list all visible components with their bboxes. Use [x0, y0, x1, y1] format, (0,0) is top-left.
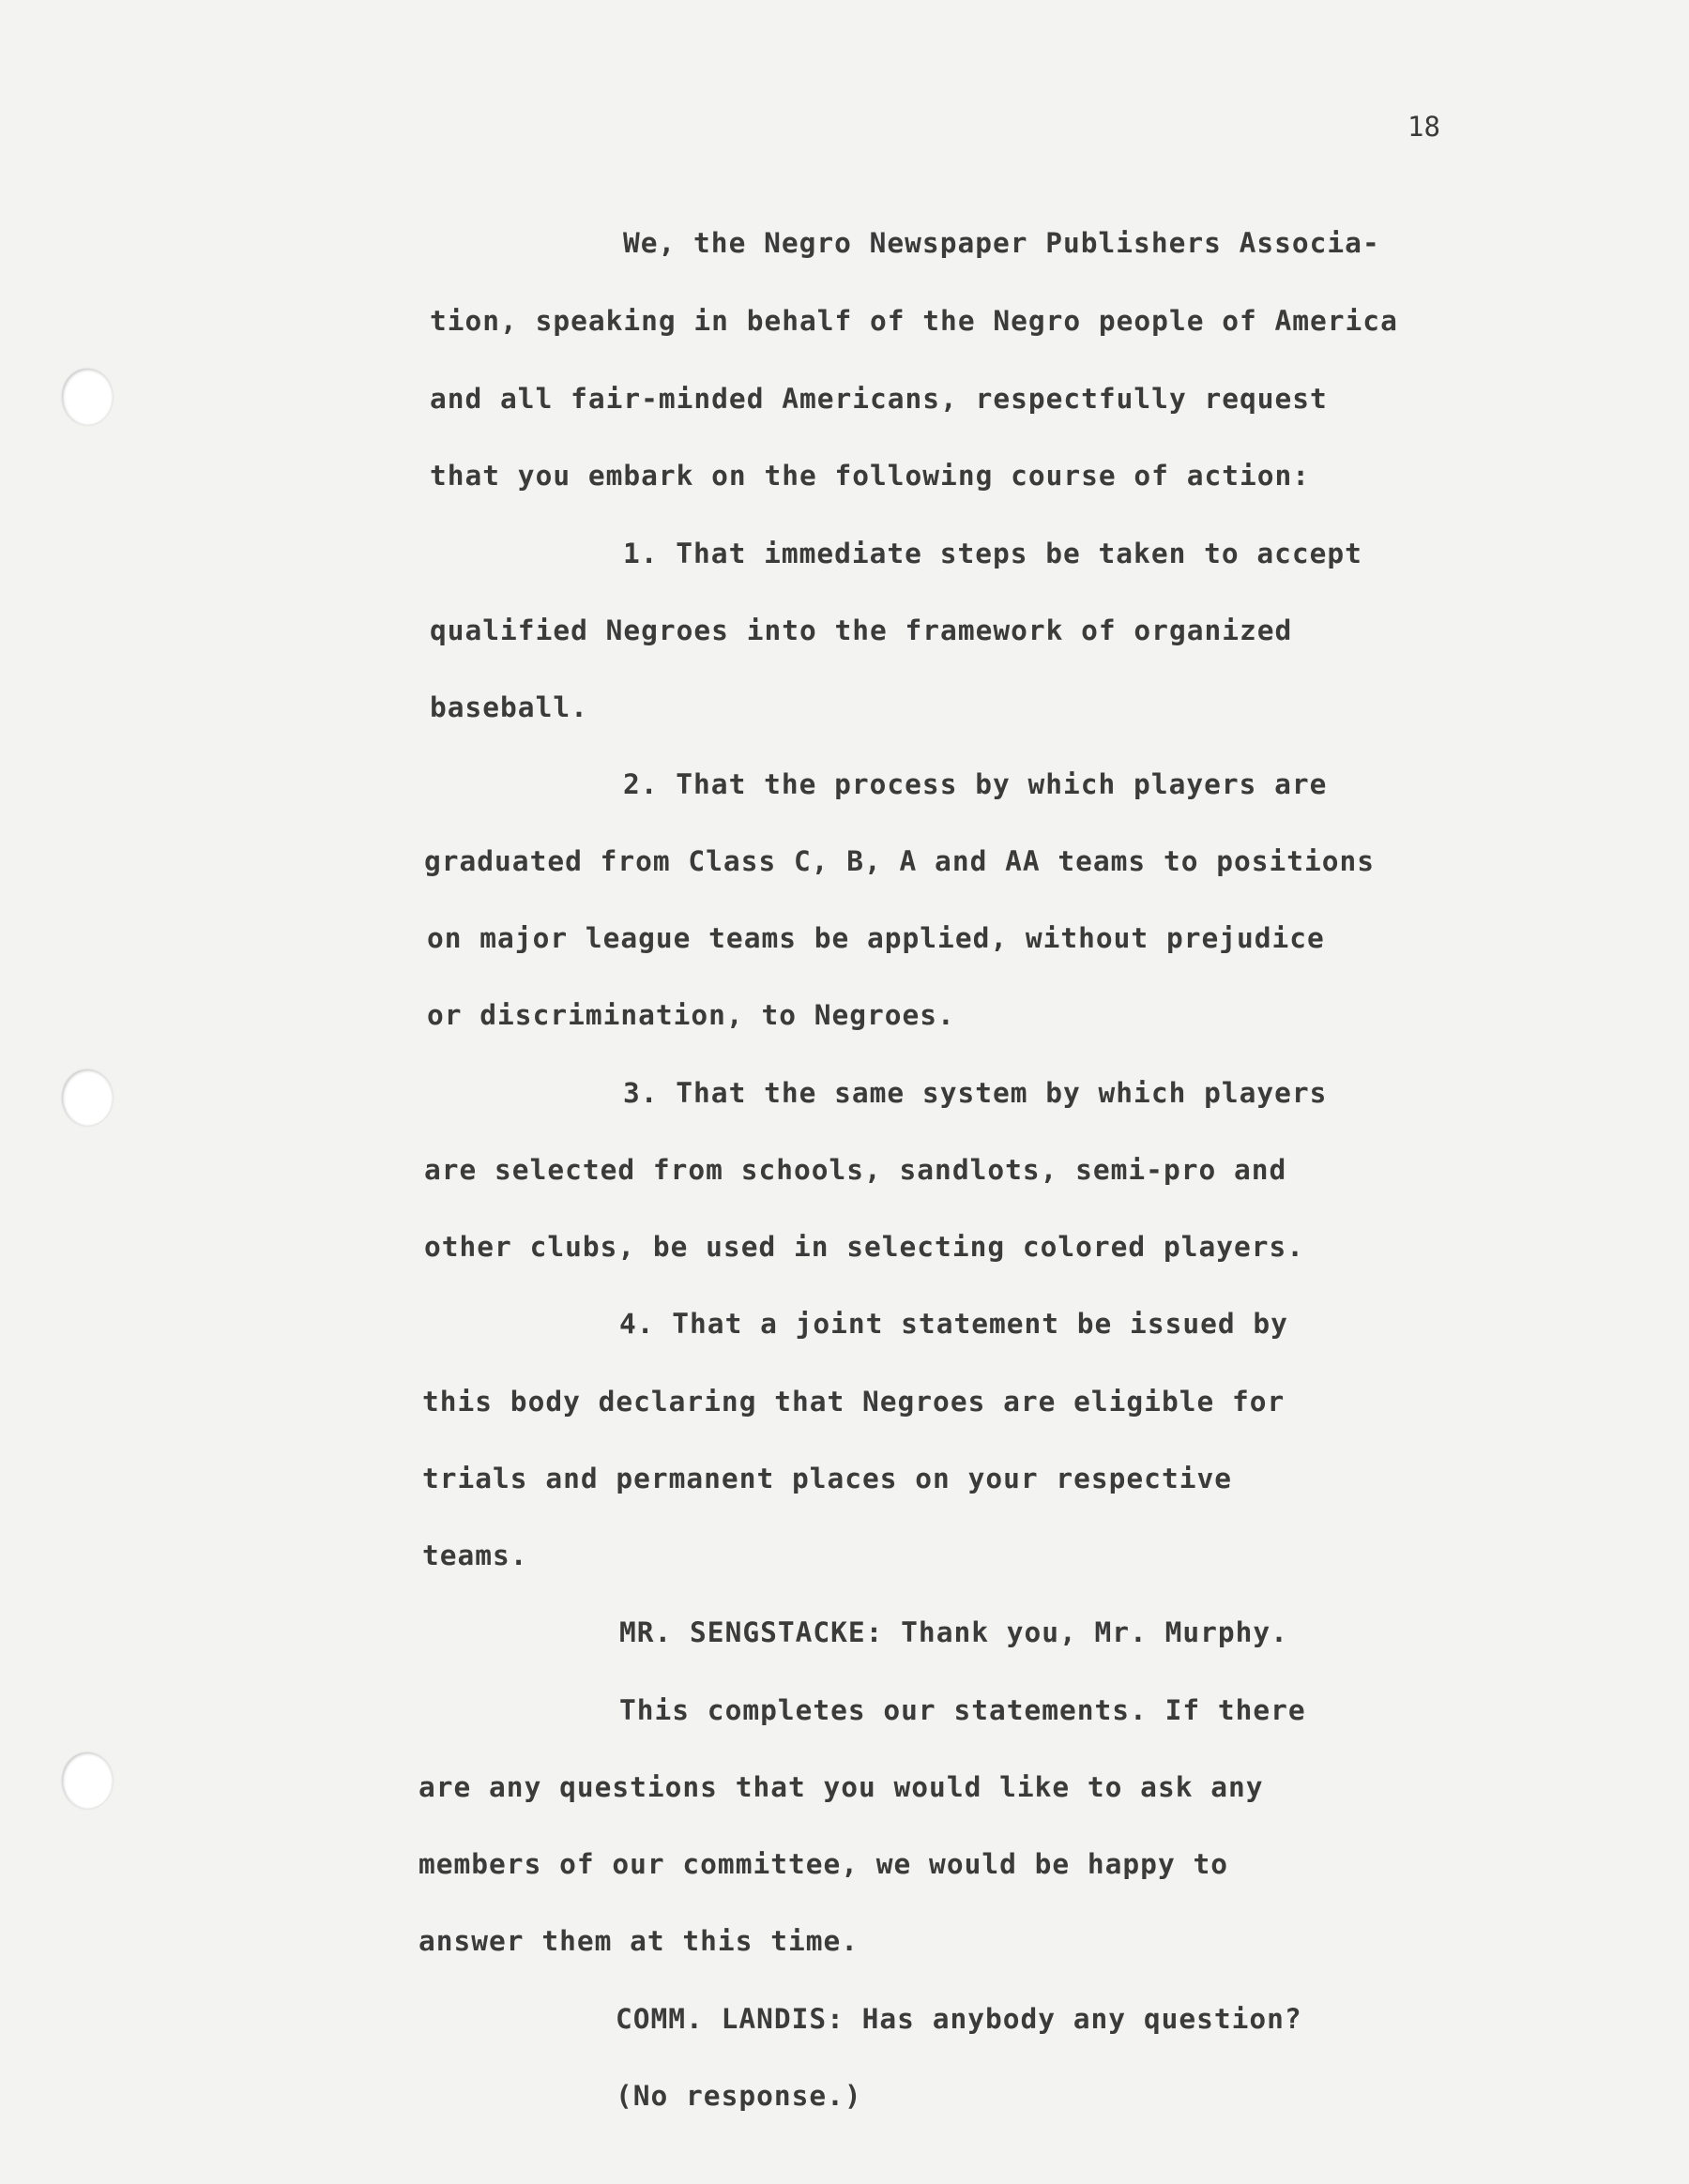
text-line: teams.	[422, 1539, 528, 1571]
punch-hole	[62, 369, 113, 425]
page-number: 18	[1408, 111, 1440, 143]
text-line: 4. That a joint statement be issued by	[619, 1308, 1288, 1340]
text-line: are selected from schools, sandlots, semi-pro and	[424, 1154, 1287, 1186]
text-line: tion, speaking in behalf of the Negro people of America	[430, 305, 1398, 337]
text-line: We, the Negro Newspaper Publishers Associa-	[623, 227, 1380, 259]
text-line: and all fair-minded Americans, respectfully request	[430, 383, 1328, 415]
text-line: COMM. LANDIS: Has anybody any question?	[616, 2003, 1302, 2035]
text-line: baseball.	[430, 691, 588, 723]
text-line: are any questions that you would like to ask any	[418, 1771, 1264, 1803]
text-line: trials and permanent places on your respective	[422, 1463, 1232, 1494]
text-line: members of our committee, we would be happy to	[418, 1848, 1228, 1880]
punch-hole	[62, 1752, 113, 1809]
text-line: that you embark on the following course of action:	[430, 460, 1311, 492]
punch-hole	[62, 1069, 113, 1126]
text-line: graduated from Class C, B, A and AA teams to positions	[424, 845, 1376, 877]
text-line: or discrimination, to Negroes.	[427, 999, 955, 1031]
text-line: 2. That the process by which players are	[623, 768, 1328, 800]
text-line: MR. SENGSTACKE: Thank you, Mr. Murphy.	[619, 1616, 1288, 1648]
text-line: answer them at this time.	[418, 1925, 860, 1957]
text-line: 1. That immediate steps be taken to accept	[623, 538, 1362, 569]
text-line: This completes our statements. If there	[619, 1694, 1306, 1726]
text-line: qualified Negroes into the framework of organized	[430, 614, 1293, 646]
text-line: this body declaring that Negroes are eligible for	[422, 1386, 1286, 1418]
text-line: on major league teams be applied, without prejudice	[427, 922, 1325, 954]
text-line: other clubs, be used in selecting colored players.	[424, 1231, 1305, 1263]
text-line: (No response.)	[616, 2080, 862, 2112]
text-line: 3. That the same system by which players	[623, 1077, 1328, 1109]
